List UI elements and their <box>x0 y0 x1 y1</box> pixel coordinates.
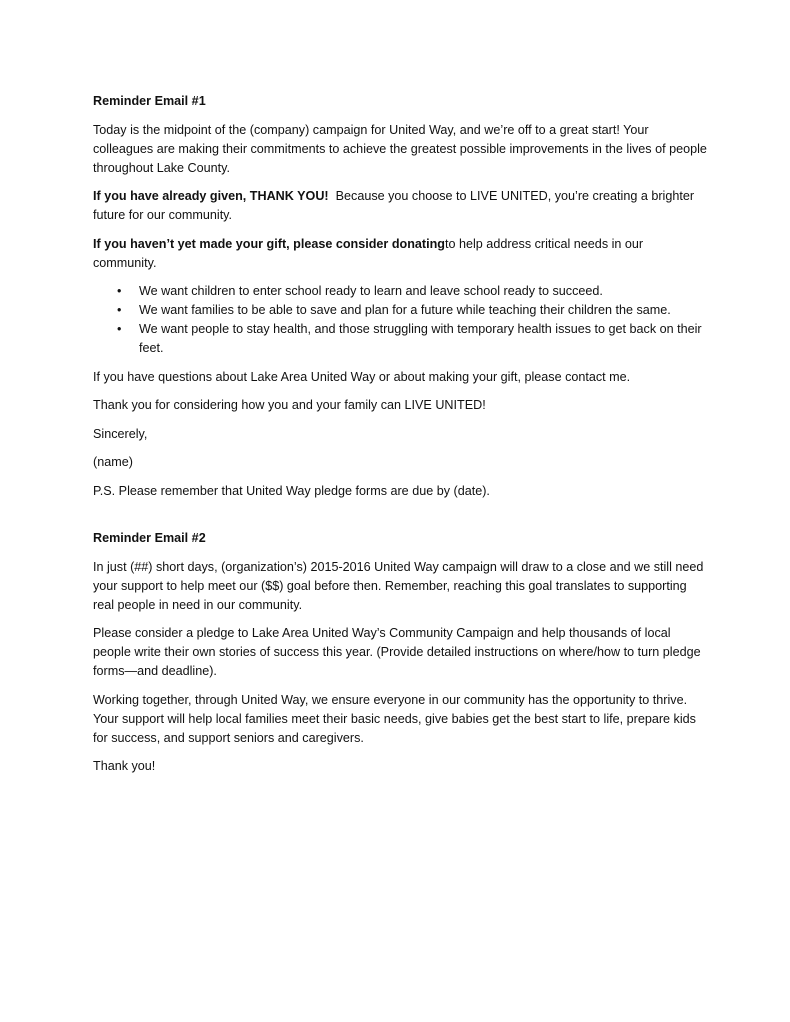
email1-paragraph-questions: If you have questions about Lake Area United Way or about making your gift, please contact me. <box>93 369 631 384</box>
bullet-icon: • <box>117 303 122 317</box>
email1-signature-name: (name) <box>93 455 133 469</box>
bullet-icon: • <box>117 284 122 298</box>
list-item <box>93 282 710 301</box>
email1-thanks-bold: If you have already given, THANK YOU! <box>93 189 329 203</box>
list-item <box>93 320 710 358</box>
email1-paragraph-live-united: Thank you for considering how you and your family can LIVE UNITED! <box>93 398 486 412</box>
email1-goals-list <box>93 282 710 358</box>
email1-consider-rest: to help address critical needs in our community. <box>93 236 644 270</box>
email1-paragraph-thanks-given <box>93 187 710 225</box>
email2-paragraph-intro: In just (##) short days, (organization’s) 2015-2016 United Way campaign will draw to a close and we still need your support to help meet our ($$) goal before then. Remember, reaching this goal translates to supporting real people in need in our community. <box>93 559 704 612</box>
bullet-icon: • <box>117 322 122 336</box>
list-item-text: We want families to be able to save and plan for a future while teaching their children the same. <box>139 303 671 317</box>
email1-thanks-rest: Because you choose to LIVE UNITED, you’re creating a brighter future for our community. <box>93 189 698 222</box>
email1-paragraph-consider <box>93 235 710 273</box>
email2-paragraph-pledge: Please consider a pledge to Lake Area United Way’s Community Campaign and help thousands of local people write their own stories of success this year. (Provide detailed instructions on where/how to turn pledge forms—and deadline). <box>93 626 701 678</box>
email2-paragraph-together: Working together, through United Way, we ensure everyone in our community has the opportunity to thrive. Your support will help local families meet their basic needs, give babies get the best start to life, prepare kids for success, and support seniors and caregivers. <box>93 692 696 745</box>
reminder-email-2 <box>93 529 710 776</box>
email2-heading: Reminder Email #2 <box>93 531 206 545</box>
email2-thanks: Thank you! <box>93 759 156 773</box>
list-item-text: We want people to stay health, and those struggling with temporary health issues to get back on their feet. <box>139 322 702 355</box>
email1-consider-bold: If you haven’t yet made your gift, please consider donating <box>93 236 445 251</box>
email1-paragraph-intro: Today is the midpoint of the (company) campaign for United Way, and we’re off to a great start! Your colleagues are making their commitments to achieve the greatest possible improvements in the lives of people throughout Lake County. <box>93 122 707 175</box>
email1-heading: Reminder Email #1 <box>93 94 206 108</box>
list-item-text: We want children to enter school ready to learn and leave school ready to succeed. <box>139 284 603 298</box>
email1-closing: Sincerely, <box>93 426 148 441</box>
list-item <box>93 301 710 320</box>
reminder-email-1 <box>93 92 710 501</box>
email1-postscript: P.S. Please remember that United Way pledge forms are due by (date). <box>93 483 490 498</box>
section-spacer <box>93 510 710 529</box>
